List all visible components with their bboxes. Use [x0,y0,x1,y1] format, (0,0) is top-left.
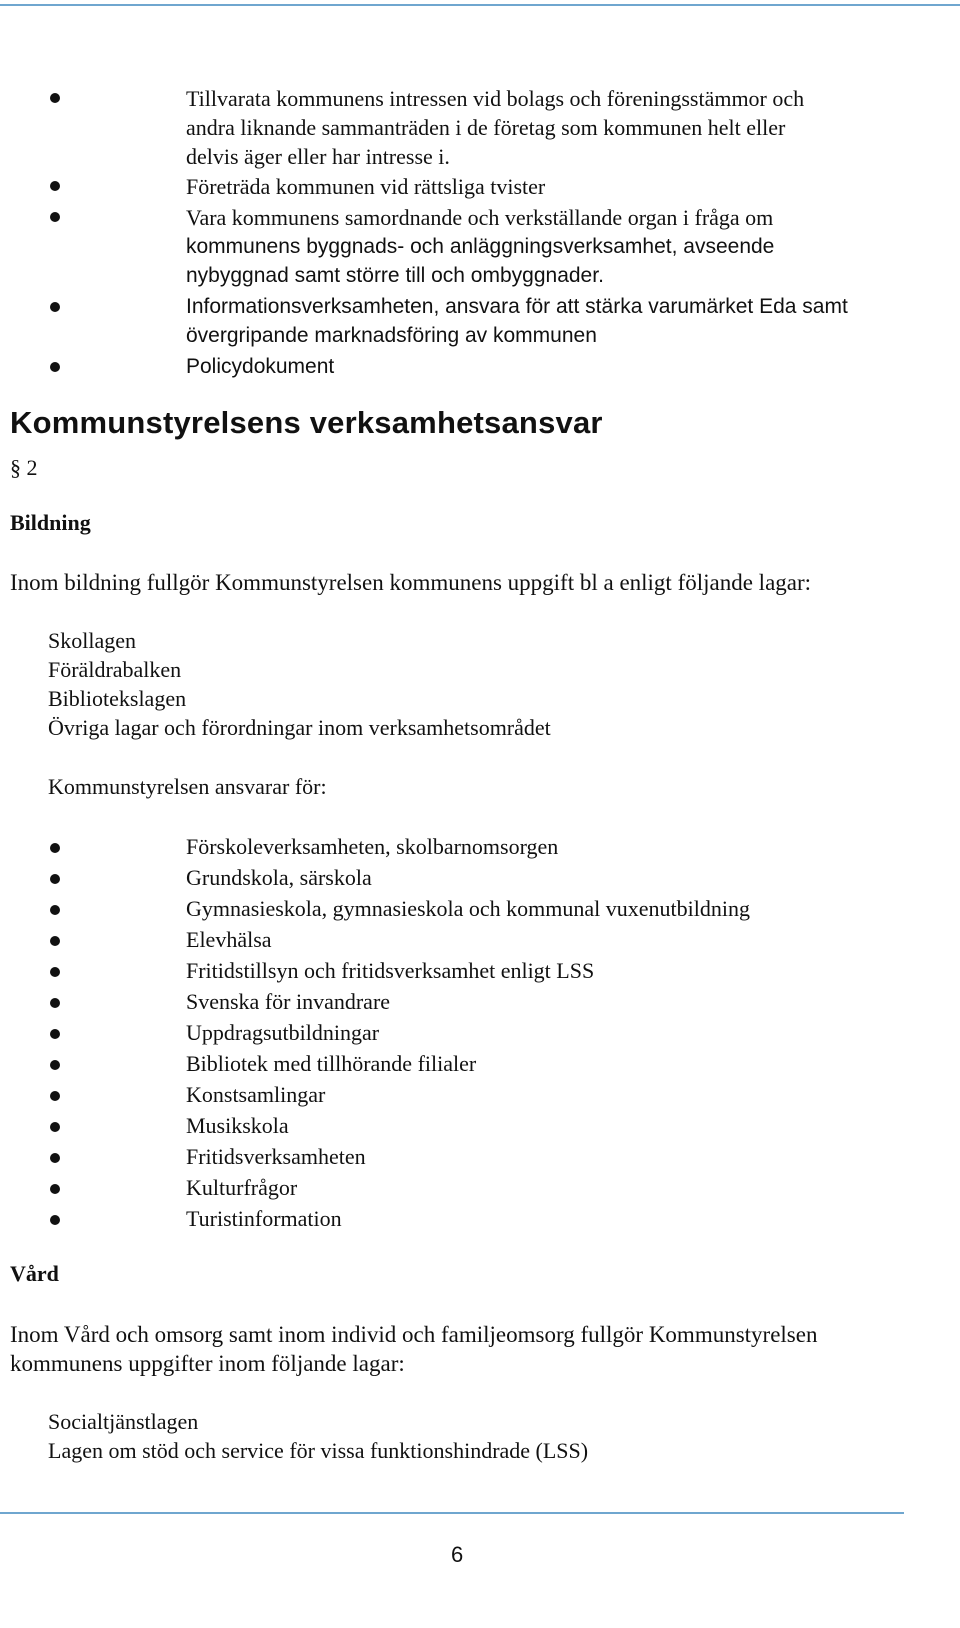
list-item: Bibliotek med tillhörande filialer [186,1051,477,1076]
list-item: Företräda kommunen vid rättsliga tvister [186,174,546,199]
law-item: Bibliotekslagen [48,686,187,711]
bullet-icon [50,967,60,977]
bullet-icon [50,874,60,884]
bullet-icon [50,181,60,191]
vard-heading: Vård [10,1261,59,1286]
law-item: Lagen om stöd och service för vissa funktionshindrade (LSS) [48,1438,589,1463]
bullet-icon [50,1153,60,1163]
bullet-icon [50,905,60,915]
law-item: Föräldrabalken [48,657,182,682]
bullet-icon [50,302,60,312]
list-item: Svenska för invandrare [186,989,391,1014]
list-item: Fritidsverksamheten [186,1144,366,1169]
list-item-continuation: andra liknande sammanträden i de företag som kommunen helt eller [186,115,786,140]
list-item: Musikskola [186,1113,289,1138]
paragraph-mark: § 2 [10,455,38,480]
bullet-icon [50,1091,60,1101]
list-item: Turistinformation [186,1206,342,1231]
bullet-icon [50,1122,60,1132]
section-title: Kommunstyrelsens verksamhetsansvar [10,405,603,440]
list-item: Kulturfrågor [186,1175,298,1200]
vard-intro-line: Inom Vård och omsorg samt inom individ och familjeomsorg fullgör Kommunstyrelsen [10,1322,818,1347]
bildning-heading: Bildning [10,510,91,535]
list-item-continuation: kommunens byggnads- och anläggningsverksamhet, avseende [186,235,775,258]
bullet-icon [50,843,60,853]
bullet-icon [50,1060,60,1070]
list-item: Fritidstillsyn och fritidsverksamhet enligt LSS [186,958,595,983]
bullet-icon [50,93,60,103]
vard-intro-line: kommunens uppgifter inom följande lagar: [10,1351,405,1376]
bildning-intro: Inom bildning fullgör Kommunstyrelsen kommunens uppgift bl a enligt följande lagar: [10,570,812,595]
page-number: 6 [451,1542,464,1567]
list-item: Tillvarata kommunens intressen vid bolags och föreningsstämmor och [186,86,805,111]
list-item: Grundskola, särskola [186,865,372,890]
list-item: Gymnasieskola, gymnasieskola och kommunal vuxenutbildning [186,896,750,921]
bullet-icon [50,362,60,372]
list-item: Vara kommunens samordnande och verkställande organ i fråga om [186,205,774,230]
list-item-continuation: övergripande marknadsföring av kommunen [186,324,597,347]
bottom-rule [0,1512,904,1514]
list-item: Policydokument [186,355,335,378]
law-item: Övriga lagar och förordningar inom verksamhetsområdet [48,715,551,740]
bullet-icon [50,936,60,946]
responsible-label: Kommunstyrelsen ansvarar för: [48,774,327,799]
bullet-icon [50,1215,60,1225]
list-item: Elevhälsa [186,927,272,952]
bullet-icon [50,998,60,1008]
list-item-continuation: delvis äger eller har intresse i. [186,144,450,169]
top-rule [0,4,960,6]
list-item-continuation: nybyggnad samt större till och ombyggnader. [186,264,604,287]
list-item: Konstsamlingar [186,1082,326,1107]
law-item: Socialtjänstlagen [48,1409,199,1434]
bullet-icon [50,1184,60,1194]
list-item: Förskoleverksamheten, skolbarnomsorgen [186,834,559,859]
law-item: Skollagen [48,628,136,653]
bullet-icon [50,212,60,222]
list-item: Informationsverksamheten, ansvara för att stärka varumärket Eda samt [186,295,848,318]
list-item: Uppdragsutbildningar [186,1020,380,1045]
bullet-icon [50,1029,60,1039]
